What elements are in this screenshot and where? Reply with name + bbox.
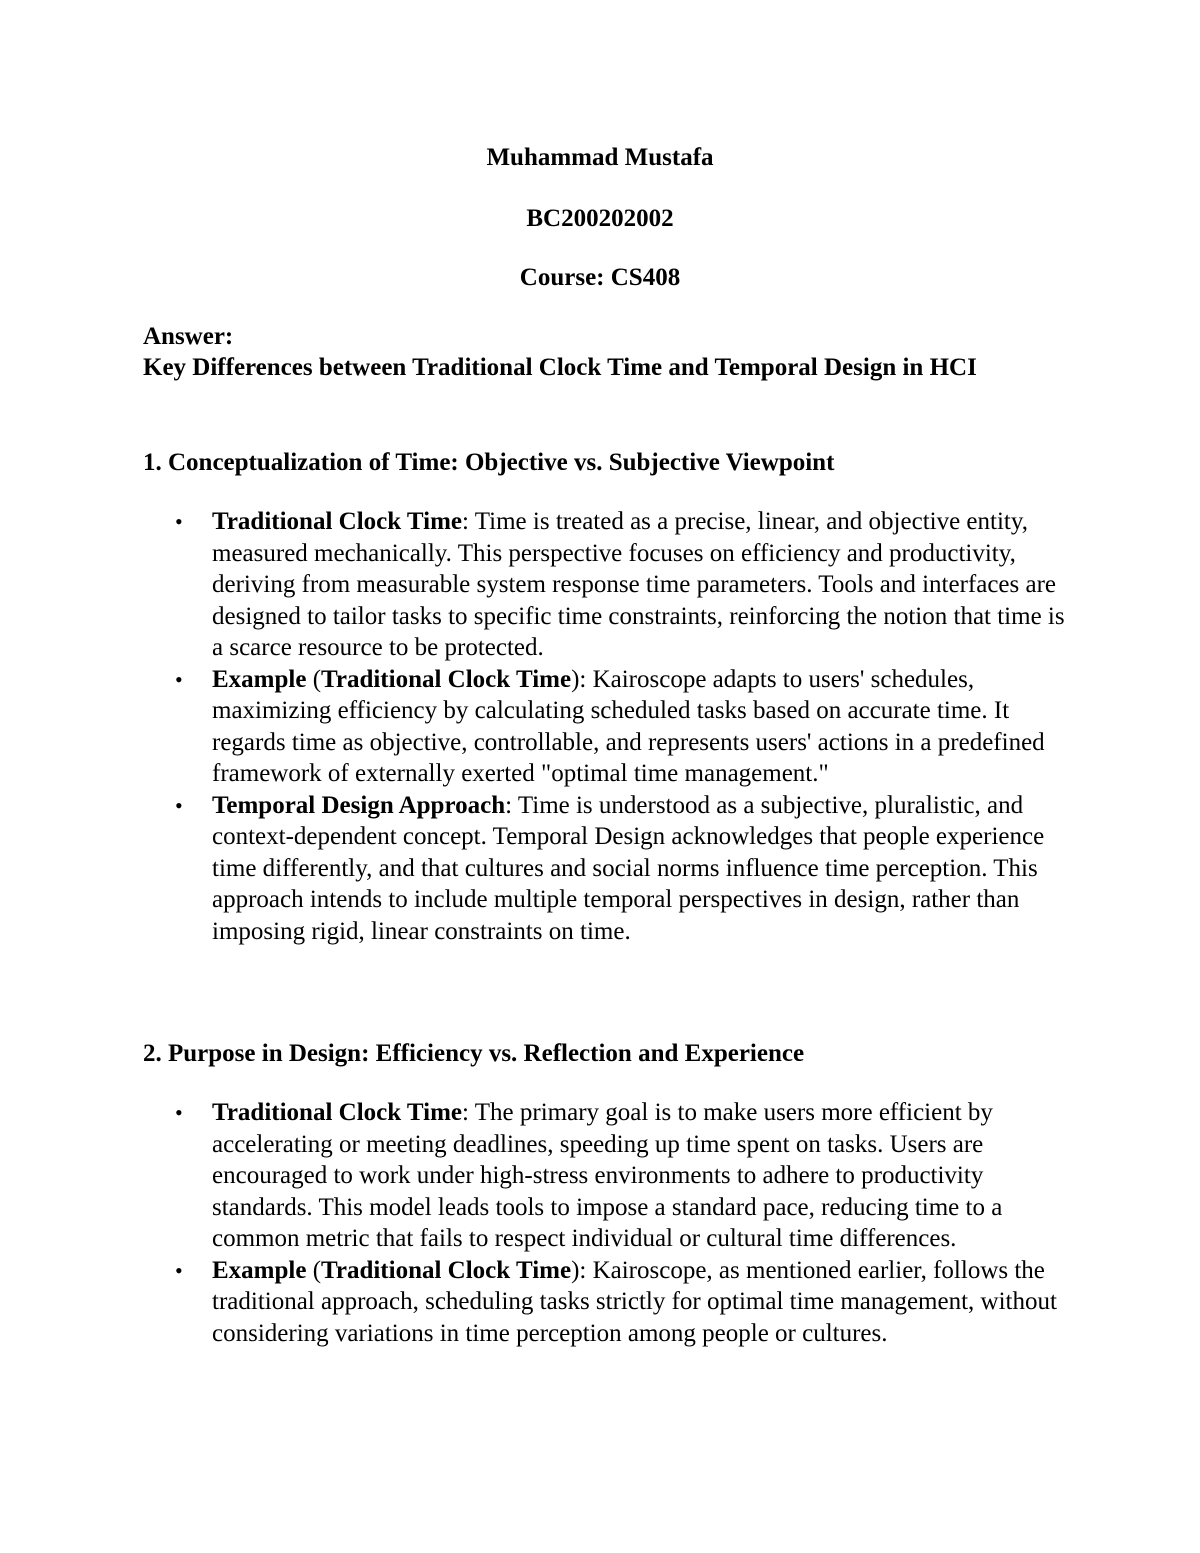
section-2-heading: 2. Purpose in Design: Efficiency vs. Reflection and Experience [143, 1040, 805, 1067]
document-title: Key Differences between Traditional Clock Time and Temporal Design in HCI [143, 354, 977, 381]
bullet-icon: • [175, 509, 183, 534]
bullet-icon: • [175, 1100, 183, 1125]
bullet-icon: • [175, 792, 183, 818]
list-item: • Traditional Clock Time: The primary goal is to make users more efficient by accelerating or meeting deadlines, speeding up time spent on tasks. Users are encouraged to work under high-stress environments to adhere to productivity standards. This model leads tools to impose a standard pace, reducing time to a common metric that fails to respect individual or cultural time differences. [175, 1099, 1003, 1252]
list-item: • Temporal Design Approach: Time is understood as a subjective, pluralistic, and context-dependent concept. Temporal Design acknowledges that people experience time differently, and that cultures and social norms influence time perception. This approach intends to include multiple temporal perspectives in design, rather than imposing rigid, linear constraints on time. [175, 791, 1045, 945]
bullet-icon: • [175, 666, 183, 692]
section-2-bullets [143, 1097, 1073, 1349]
author-name: Muhammad Mustafa [486, 144, 714, 171]
bullet-icon: • [175, 1257, 183, 1283]
list-item: • Example (Traditional Clock Time): Kairoscope adapts to users' schedules, maximizing efficiency by calculating scheduled tasks based on accurate time. It regards time as objective, controllable, and represents users' actions in a predefined framework of externally exerted "optimal time management." [175, 665, 1045, 787]
answer-label: Answer: [143, 323, 234, 350]
course-line: Course: CS408 [519, 264, 681, 291]
student-id: BC200202002 [526, 205, 674, 232]
section-1-bullets [143, 506, 1073, 947]
list-item: • Example (Traditional Clock Time): Kairoscope, as mentioned earlier, follows the traditional approach, scheduling tasks strictly for optimal time management, without considering variations in time perception among people or cultures. [175, 1256, 1057, 1347]
list-item: • Traditional Clock Time: Time is treated as a precise, linear, and objective entity, measured mechanically. This perspective focuses on efficiency and productivity, deriving from measurable system response time parameters. Tools and interfaces are designed to tailor tasks to specific time constraints, reinforcing the notion that time is a scarce resource to be protected. [175, 508, 1065, 661]
section-1-heading: 1. Conceptualization of Time: Objective vs. Subjective Viewpoint [143, 449, 835, 476]
